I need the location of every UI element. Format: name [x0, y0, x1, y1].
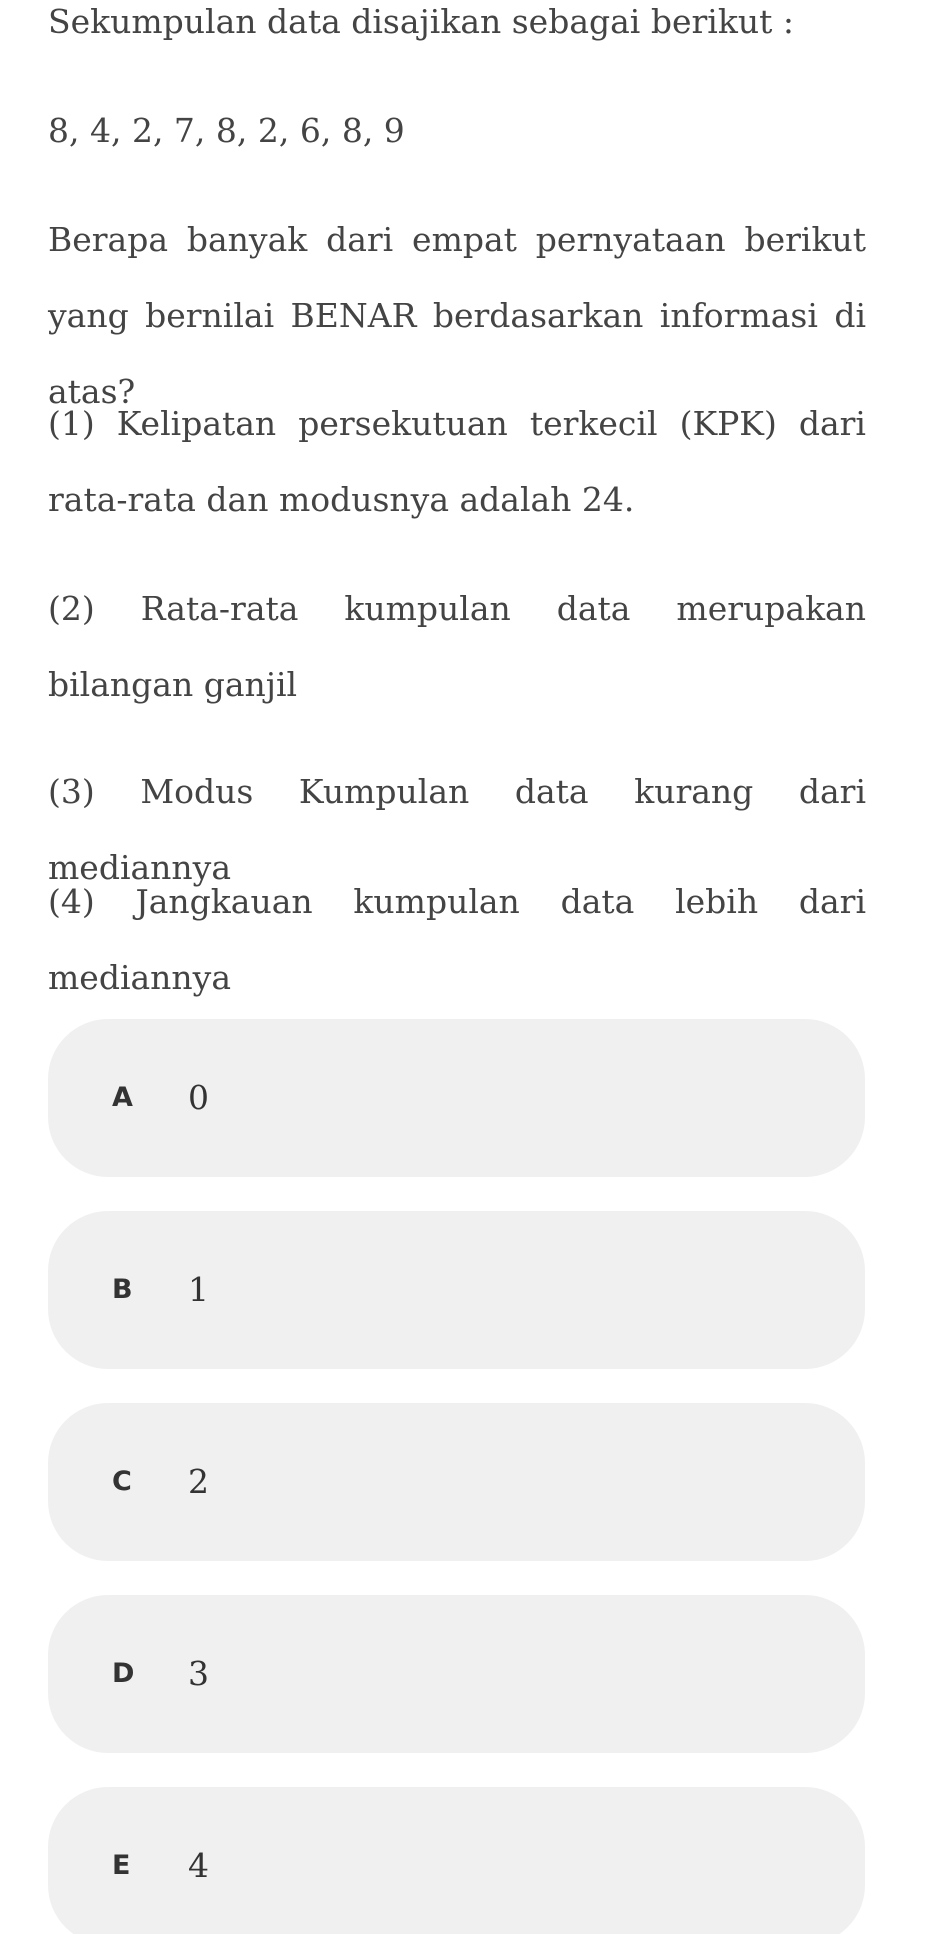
option-value: 1 — [188, 1270, 209, 1309]
option-value: 0 — [188, 1078, 209, 1117]
statement-3: (3) Modus Kumpulan data kurang dari mediannya — [48, 772, 866, 887]
statement-4: (4) Jangkauan kumpulan data lebih dari mediannya — [48, 882, 866, 997]
option-e[interactable] — [48, 1787, 865, 1934]
option-value: 3 — [188, 1654, 209, 1693]
option-a[interactable] — [48, 1019, 865, 1177]
option-value: 4 — [188, 1846, 209, 1885]
statement-1: (1) Kelipatan persekutuan terkecil (KPK) dari rata-rata dan modusnya adalah 24. — [48, 404, 866, 519]
statement-2: (2) Rata-rata kumpulan data merupakan bilangan ganjil — [48, 589, 866, 704]
question-dataset: 8, 4, 2, 7, 8, 2, 6, 8, 9 — [48, 111, 405, 150]
option-value: 2 — [188, 1462, 209, 1501]
option-letter: A — [112, 1082, 133, 1113]
option-b[interactable] — [48, 1211, 865, 1369]
question-intro: Sekumpulan data disajikan sebagai berikut : — [48, 2, 794, 41]
option-letter: E — [112, 1850, 131, 1881]
option-letter: B — [112, 1274, 133, 1305]
question-prompt: Berapa banyak dari empat pernyataan berikut yang bernilai BENAR berdasarkan informasi di atas? — [48, 220, 866, 411]
option-d[interactable] — [48, 1595, 865, 1753]
option-c[interactable] — [48, 1403, 865, 1561]
option-letter: C — [112, 1466, 132, 1497]
option-letter: D — [112, 1658, 135, 1689]
